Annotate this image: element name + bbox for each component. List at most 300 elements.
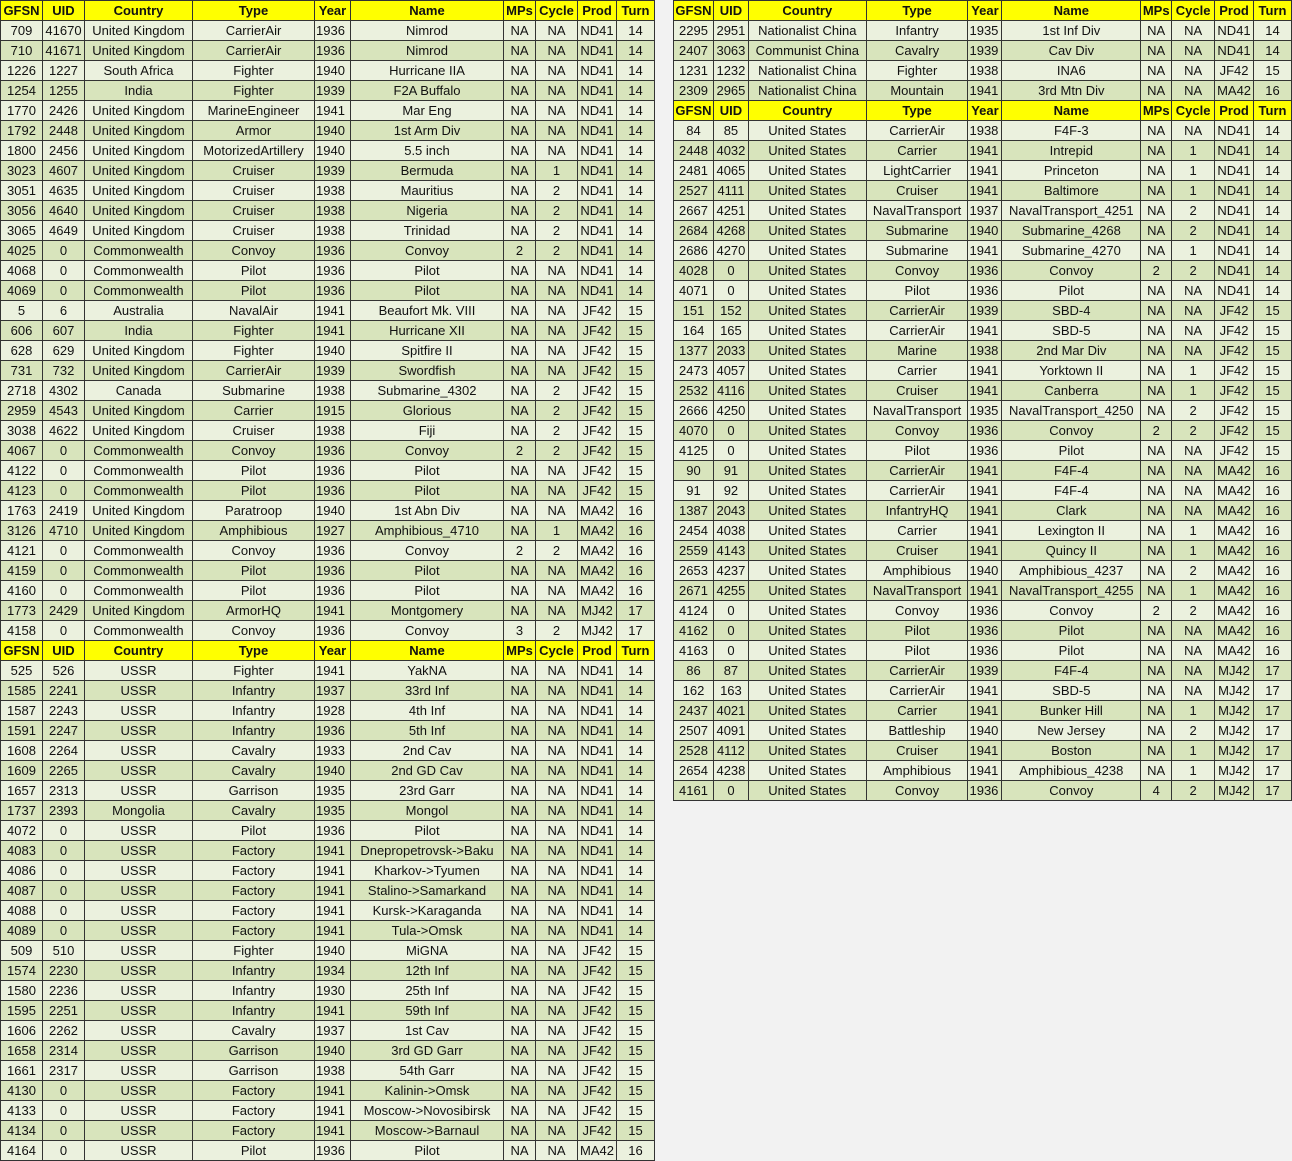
cell-type[interactable]: Carrier [866,701,968,721]
cell-type[interactable]: CarrierAir [866,461,968,481]
cell-year[interactable]: 1938 [968,121,1002,141]
cell-name[interactable]: 1st Cav [351,1021,504,1041]
cell-type[interactable]: Pilot [193,481,315,501]
cell-country[interactable]: United States [748,721,866,741]
cell-prod[interactable]: MA42 [578,581,617,601]
cell-turn[interactable]: 14 [617,141,655,161]
cell-cycle[interactable]: NA [1172,81,1215,101]
cell-prod[interactable]: MJ42 [1215,681,1254,701]
cell-prod[interactable]: JF42 [578,1001,617,1021]
cell-turn[interactable]: 14 [1254,121,1292,141]
cell-mps[interactable]: NA [1141,441,1172,461]
cell-name[interactable]: Stalino->Samarkand [351,881,504,901]
cell-year[interactable]: 1940 [315,61,351,81]
cell-cycle[interactable]: NA [536,461,578,481]
cell-year[interactable]: 1930 [315,981,351,1001]
cell-name[interactable]: Quincy II [1002,541,1141,561]
cell-name[interactable]: Nimrod [351,41,504,61]
cell-type[interactable]: Cavalry [193,761,315,781]
cell-gfsn[interactable]: 1606 [1,1021,43,1041]
cell-country[interactable]: United States [748,261,866,281]
cell-cycle[interactable]: 2 [1172,601,1215,621]
cell-name[interactable]: NavalTransport_4255 [1002,581,1141,601]
cell-year[interactable]: 1941 [968,141,1002,161]
column-header-prod[interactable]: Prod [578,641,617,661]
cell-cycle[interactable]: 1 [1172,741,1215,761]
cell-year[interactable]: 1941 [968,81,1002,101]
cell-name[interactable]: Bermuda [351,161,504,181]
column-header-type[interactable]: Type [866,101,968,121]
cell-country[interactable]: USSR [85,821,193,841]
cell-type[interactable]: Factory [193,861,315,881]
cell-gfsn[interactable]: 4121 [1,541,43,561]
cell-type[interactable]: Fighter [193,81,315,101]
cell-gfsn[interactable]: 162 [674,681,714,701]
cell-prod[interactable]: ND41 [578,221,617,241]
cell-year[interactable]: 1941 [315,841,351,861]
cell-mps[interactable]: NA [1141,161,1172,181]
cell-prod[interactable]: JF42 [1215,441,1254,461]
cell-turn[interactable]: 14 [1254,181,1292,201]
cell-uid[interactable]: 4255 [713,581,748,601]
cell-mps[interactable]: NA [1141,221,1172,241]
cell-type[interactable]: CarrierAir [866,661,968,681]
cell-gfsn[interactable]: 731 [1,361,43,381]
cell-country[interactable]: USSR [85,861,193,881]
cell-prod[interactable]: MA42 [1215,81,1254,101]
cell-uid[interactable]: 0 [713,621,748,641]
column-header-cycle[interactable]: Cycle [1172,101,1215,121]
cell-name[interactable]: Convoy [1002,601,1141,621]
cell-gfsn[interactable]: 4068 [1,261,43,281]
cell-gfsn[interactable]: 709 [1,21,43,41]
cell-gfsn[interactable]: 1770 [1,101,43,121]
cell-type[interactable]: Infantry [193,701,315,721]
cell-year[interactable]: 1933 [315,741,351,761]
cell-type[interactable]: Factory [193,921,315,941]
column-header-year[interactable]: Year [968,101,1002,121]
cell-prod[interactable]: MA42 [1215,641,1254,661]
cell-cycle[interactable]: NA [1172,61,1215,81]
cell-gfsn[interactable]: 4122 [1,461,43,481]
cell-mps[interactable]: NA [504,1021,536,1041]
cell-country[interactable]: United Kingdom [85,401,193,421]
column-header-cycle[interactable]: Cycle [1172,1,1215,21]
cell-country[interactable]: United States [748,761,866,781]
cell-name[interactable]: F4F-4 [1002,461,1141,481]
cell-country[interactable]: USSR [85,781,193,801]
cell-type[interactable]: Pilot [866,621,968,641]
cell-turn[interactable]: 16 [1254,521,1292,541]
cell-type[interactable]: Carrier [866,521,968,541]
cell-gfsn[interactable]: 2532 [674,381,714,401]
cell-prod[interactable]: ND41 [1215,41,1254,61]
cell-uid[interactable]: 4112 [713,741,748,761]
cell-year[interactable]: 1936 [315,621,351,641]
cell-turn[interactable]: 15 [617,421,655,441]
cell-uid[interactable]: 41670 [43,21,85,41]
cell-mps[interactable]: NA [504,1141,536,1161]
cell-type[interactable]: Infantry [193,961,315,981]
cell-year[interactable]: 1941 [315,1081,351,1101]
cell-prod[interactable]: MA42 [1215,581,1254,601]
cell-gfsn[interactable]: 2454 [674,521,714,541]
cell-prod[interactable]: ND41 [578,101,617,121]
cell-name[interactable]: 12th Inf [351,961,504,981]
cell-cycle[interactable]: NA [536,601,578,621]
cell-name[interactable]: F4F-4 [1002,661,1141,681]
cell-cycle[interactable]: 2 [536,201,578,221]
cell-uid[interactable]: 3063 [713,41,748,61]
cell-prod[interactable]: ND41 [578,821,617,841]
cell-prod[interactable]: ND41 [1215,21,1254,41]
cell-prod[interactable]: JF42 [578,941,617,961]
cell-turn[interactable]: 16 [1254,581,1292,601]
cell-mps[interactable]: NA [504,981,536,1001]
cell-name[interactable]: Convoy [351,621,504,641]
cell-type[interactable]: Battleship [866,721,968,741]
cell-gfsn[interactable]: 2671 [674,581,714,601]
cell-type[interactable]: Convoy [866,601,968,621]
cell-gfsn[interactable]: 1585 [1,681,43,701]
cell-turn[interactable]: 16 [617,1141,655,1161]
cell-name[interactable]: 3rd Mtn Div [1002,81,1141,101]
cell-uid[interactable]: 165 [713,321,748,341]
cell-uid[interactable]: 0 [713,261,748,281]
cell-uid[interactable]: 0 [43,241,85,261]
cell-mps[interactable]: NA [1141,281,1172,301]
cell-prod[interactable]: JF42 [578,401,617,421]
cell-name[interactable]: Pilot [1002,441,1141,461]
cell-country[interactable]: USSR [85,1001,193,1021]
cell-mps[interactable]: NA [1141,661,1172,681]
cell-mps[interactable]: NA [1141,181,1172,201]
cell-turn[interactable]: 15 [617,481,655,501]
cell-mps[interactable]: NA [1141,741,1172,761]
cell-year[interactable]: 1941 [315,901,351,921]
cell-mps[interactable]: NA [504,361,536,381]
cell-name[interactable]: Nimrod [351,21,504,41]
cell-mps[interactable]: NA [504,661,536,681]
cell-mps[interactable]: NA [1141,81,1172,101]
column-header-mps[interactable]: MPs [504,1,536,21]
cell-year[interactable]: 1936 [315,21,351,41]
cell-type[interactable]: Armor [193,121,315,141]
cell-gfsn[interactable]: 91 [674,481,714,501]
cell-country[interactable]: USSR [85,961,193,981]
cell-uid[interactable]: 4111 [713,181,748,201]
cell-mps[interactable]: NA [504,21,536,41]
cell-type[interactable]: Cruiser [866,741,968,761]
cell-prod[interactable]: ND41 [1215,121,1254,141]
cell-cycle[interactable]: 2 [536,181,578,201]
cell-cycle[interactable]: 2 [536,541,578,561]
cell-year[interactable]: 1934 [315,961,351,981]
cell-type[interactable]: NavalTransport [866,581,968,601]
cell-uid[interactable]: 4640 [43,201,85,221]
cell-cycle[interactable]: 2 [1172,561,1215,581]
cell-country[interactable]: USSR [85,741,193,761]
cell-mps[interactable]: NA [504,1101,536,1121]
cell-country[interactable]: USSR [85,901,193,921]
cell-mps[interactable]: NA [504,581,536,601]
cell-name[interactable]: SBD-5 [1002,321,1141,341]
cell-gfsn[interactable]: 4160 [1,581,43,601]
cell-gfsn[interactable]: 1773 [1,601,43,621]
cell-year[interactable]: 1941 [315,301,351,321]
cell-gfsn[interactable]: 4133 [1,1101,43,1121]
cell-type[interactable]: Garrison [193,1041,315,1061]
column-header-name[interactable]: Name [1002,101,1141,121]
cell-mps[interactable]: NA [1141,541,1172,561]
cell-year[interactable]: 1941 [968,481,1002,501]
column-header-type[interactable]: Type [193,1,315,21]
cell-type[interactable]: CarrierAir [866,121,968,141]
cell-year[interactable]: 1940 [968,221,1002,241]
cell-year[interactable]: 1915 [315,401,351,421]
cell-name[interactable]: Pilot [351,461,504,481]
cell-year[interactable]: 1936 [968,641,1002,661]
cell-turn[interactable]: 14 [617,721,655,741]
cell-uid[interactable]: 0 [43,901,85,921]
column-header-prod[interactable]: Prod [1215,1,1254,21]
cell-turn[interactable]: 15 [1254,361,1292,381]
cell-country[interactable]: USSR [85,841,193,861]
cell-mps[interactable]: NA [504,461,536,481]
cell-uid[interactable]: 4065 [713,161,748,181]
cell-turn[interactable]: 15 [617,321,655,341]
cell-prod[interactable]: ND41 [1215,281,1254,301]
cell-cycle[interactable]: 1 [1172,361,1215,381]
cell-type[interactable]: Factory [193,881,315,901]
cell-cycle[interactable]: 1 [1172,521,1215,541]
cell-year[interactable]: 1936 [968,601,1002,621]
cell-type[interactable]: Paratroop [193,501,315,521]
cell-country[interactable]: Nationalist China [748,21,866,41]
cell-uid[interactable]: 2230 [43,961,85,981]
cell-gfsn[interactable]: 84 [674,121,714,141]
cell-name[interactable]: YakNA [351,661,504,681]
cell-prod[interactable]: MA42 [1215,461,1254,481]
cell-cycle[interactable]: NA [1172,621,1215,641]
cell-cycle[interactable]: 2 [536,381,578,401]
cell-uid[interactable]: 4091 [713,721,748,741]
cell-country[interactable]: United Kingdom [85,341,193,361]
cell-type[interactable]: NavalTransport [866,401,968,421]
cell-name[interactable]: Convoy [351,441,504,461]
cell-turn[interactable]: 15 [617,1121,655,1141]
cell-gfsn[interactable]: 4067 [1,441,43,461]
cell-mps[interactable]: NA [504,81,536,101]
cell-turn[interactable]: 17 [1254,761,1292,781]
cell-name[interactable]: 2nd Mar Div [1002,341,1141,361]
cell-prod[interactable]: JF42 [1215,381,1254,401]
cell-gfsn[interactable]: 525 [1,661,43,681]
cell-cycle[interactable]: NA [536,501,578,521]
cell-prod[interactable]: MJ42 [578,621,617,641]
cell-country[interactable]: USSR [85,1121,193,1141]
cell-gfsn[interactable]: 4158 [1,621,43,641]
cell-cycle[interactable]: NA [536,261,578,281]
cell-cycle[interactable]: NA [1172,641,1215,661]
cell-uid[interactable]: 2033 [713,341,748,361]
cell-gfsn[interactable]: 3065 [1,221,43,241]
cell-name[interactable]: Moscow->Novosibirsk [351,1101,504,1121]
cell-cycle[interactable]: NA [536,701,578,721]
cell-type[interactable]: Convoy [866,421,968,441]
cell-mps[interactable]: 3 [504,621,536,641]
cell-prod[interactable]: ND41 [578,261,617,281]
cell-turn[interactable]: 15 [617,941,655,961]
cell-turn[interactable]: 14 [617,61,655,81]
cell-turn[interactable]: 15 [1254,61,1292,81]
cell-cycle[interactable]: NA [536,1141,578,1161]
cell-prod[interactable]: JF42 [1215,301,1254,321]
cell-gfsn[interactable]: 1580 [1,981,43,1001]
cell-cycle[interactable]: NA [536,681,578,701]
cell-mps[interactable]: NA [504,481,536,501]
cell-gfsn[interactable]: 2718 [1,381,43,401]
cell-year[interactable]: 1941 [315,921,351,941]
cell-prod[interactable]: MJ42 [1215,741,1254,761]
cell-year[interactable]: 1938 [315,181,351,201]
cell-year[interactable]: 1937 [968,201,1002,221]
cell-type[interactable]: Cruiser [866,181,968,201]
cell-cycle[interactable]: NA [536,321,578,341]
cell-country[interactable]: United States [748,201,866,221]
cell-year[interactable]: 1935 [968,21,1002,41]
cell-gfsn[interactable]: 1800 [1,141,43,161]
cell-cycle[interactable]: NA [536,281,578,301]
cell-name[interactable]: Pilot [351,821,504,841]
cell-uid[interactable]: 87 [713,661,748,681]
cell-mps[interactable]: NA [1141,361,1172,381]
cell-name[interactable]: Pilot [351,581,504,601]
cell-mps[interactable]: NA [1141,761,1172,781]
cell-gfsn[interactable]: 2666 [674,401,714,421]
cell-type[interactable]: Cruiser [866,541,968,561]
cell-gfsn[interactable]: 2507 [674,721,714,741]
cell-turn[interactable]: 17 [1254,741,1292,761]
cell-name[interactable]: 25th Inf [351,981,504,1001]
cell-cycle[interactable]: NA [1172,21,1215,41]
cell-turn[interactable]: 14 [617,181,655,201]
cell-turn[interactable]: 14 [617,881,655,901]
cell-mps[interactable]: NA [504,401,536,421]
cell-mps[interactable]: NA [1141,241,1172,261]
cell-prod[interactable]: ND41 [578,741,617,761]
cell-name[interactable]: Convoy [1002,781,1141,801]
cell-gfsn[interactable]: 4163 [674,641,714,661]
cell-mps[interactable]: NA [504,1061,536,1081]
cell-prod[interactable]: JF42 [1215,421,1254,441]
cell-turn[interactable]: 15 [617,1041,655,1061]
cell-prod[interactable]: ND41 [1215,181,1254,201]
cell-cycle[interactable]: NA [1172,461,1215,481]
cell-mps[interactable]: NA [504,281,536,301]
cell-gfsn[interactable]: 1658 [1,1041,43,1061]
cell-mps[interactable]: NA [504,181,536,201]
cell-country[interactable]: United States [748,461,866,481]
cell-type[interactable]: MotorizedArtillery [193,141,315,161]
cell-turn[interactable]: 14 [617,121,655,141]
cell-type[interactable]: Carrier [866,141,968,161]
cell-country[interactable]: United States [748,621,866,641]
cell-prod[interactable]: JF42 [578,481,617,501]
cell-type[interactable]: NavalTransport [866,201,968,221]
cell-country[interactable]: Commonwealth [85,281,193,301]
cell-uid[interactable]: 2265 [43,761,85,781]
cell-type[interactable]: Fighter [193,61,315,81]
cell-gfsn[interactable]: 4072 [1,821,43,841]
column-header-country[interactable]: Country [85,641,193,661]
cell-year[interactable]: 1936 [315,281,351,301]
cell-name[interactable]: Submarine_4302 [351,381,504,401]
cell-cycle[interactable]: NA [1172,481,1215,501]
cell-turn[interactable]: 14 [617,281,655,301]
cell-type[interactable]: Cruiser [193,421,315,441]
cell-cycle[interactable]: NA [536,1021,578,1041]
cell-prod[interactable]: MA42 [578,501,617,521]
cell-prod[interactable]: MJ42 [1215,661,1254,681]
cell-name[interactable]: Baltimore [1002,181,1141,201]
cell-cycle[interactable]: NA [536,141,578,161]
cell-gfsn[interactable]: 4161 [674,781,714,801]
cell-uid[interactable]: 0 [43,261,85,281]
cell-uid[interactable]: 2456 [43,141,85,161]
cell-country[interactable]: United States [748,161,866,181]
cell-uid[interactable]: 0 [43,481,85,501]
cell-year[interactable]: 1941 [968,241,1002,261]
cell-prod[interactable]: JF42 [1215,61,1254,81]
cell-name[interactable]: Beaufort Mk. VIII [351,301,504,321]
cell-uid[interactable]: 4057 [713,361,748,381]
cell-type[interactable]: CarrierAir [193,41,315,61]
cell-year[interactable]: 1936 [315,461,351,481]
cell-cycle[interactable]: NA [536,761,578,781]
cell-country[interactable]: USSR [85,1021,193,1041]
cell-prod[interactable]: MA42 [578,561,617,581]
cell-gfsn[interactable]: 1254 [1,81,43,101]
cell-type[interactable]: Fighter [193,341,315,361]
cell-turn[interactable]: 15 [617,461,655,481]
cell-type[interactable]: Submarine [866,241,968,261]
column-header-gfsn[interactable]: GFSN [1,1,43,21]
cell-type[interactable]: Fighter [193,321,315,341]
cell-gfsn[interactable]: 4130 [1,1081,43,1101]
cell-cycle[interactable]: NA [536,821,578,841]
cell-type[interactable]: Fighter [866,61,968,81]
cell-gfsn[interactable]: 1763 [1,501,43,521]
cell-uid[interactable]: 6 [43,301,85,321]
cell-year[interactable]: 1939 [315,361,351,381]
cell-uid[interactable]: 0 [43,541,85,561]
cell-country[interactable]: USSR [85,761,193,781]
cell-uid[interactable]: 526 [43,661,85,681]
cell-cycle[interactable]: 2 [1172,421,1215,441]
cell-country[interactable]: United States [748,321,866,341]
cell-prod[interactable]: JF42 [578,341,617,361]
cell-country[interactable]: United Kingdom [85,221,193,241]
cell-name[interactable]: Cav Div [1002,41,1141,61]
cell-mps[interactable]: NA [504,501,536,521]
cell-turn[interactable]: 14 [617,221,655,241]
cell-name[interactable]: Clark [1002,501,1141,521]
cell-uid[interactable]: 0 [713,781,748,801]
cell-year[interactable]: 1941 [968,581,1002,601]
cell-turn[interactable]: 17 [617,601,655,621]
cell-type[interactable]: Pilot [193,261,315,281]
